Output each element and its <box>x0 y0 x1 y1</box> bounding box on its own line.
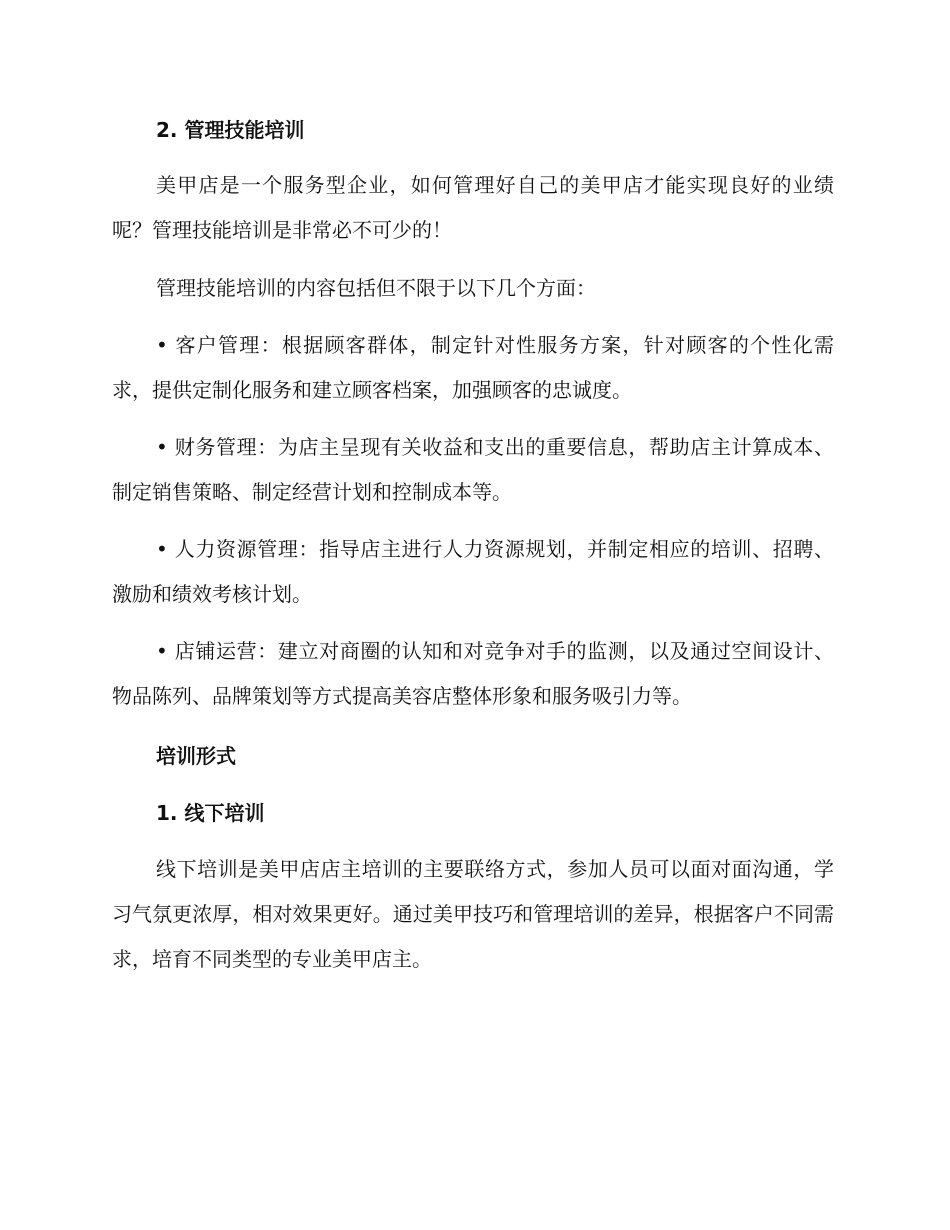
content-intro-paragraph: 管理技能培训的内容包括但不限于以下几个方面： <box>156 276 596 300</box>
bullet-human-resources-management: • 人力资源管理：指导店主进行人力资源规划，并制定相应的培训、招聘、激励和绩效考核计划。 <box>112 537 834 606</box>
section-heading-management-training: 2. 管理技能培训 <box>156 118 305 142</box>
bullet-store-operations: • 店铺运营：建立对商圈的认知和对竞争对手的监测，以及通过空间设计、物品陈列、品牌策划等方式提高美容店整体形象和服务吸引力等。 <box>112 639 834 708</box>
section-heading-offline-training: 1. 线下培训 <box>156 801 265 825</box>
bullet-customer-management: • 客户管理：根据顾客群体，制定针对性服务方案，针对顾客的个性化需求，提供定制化服务和建立顾客档案，加强顾客的忠诚度。 <box>112 333 834 402</box>
bullet-finance-management: • 财务管理：为店主呈现有关收益和支出的重要信息，帮助店主计算成本、制定销售策略、制定经营计划和控制成本等。 <box>112 435 834 504</box>
section-heading-training-form: 培训形式 <box>156 744 236 768</box>
intro-paragraph: 美甲店是一个服务型企业，如何管理好自己的美甲店才能实现良好的业绩呢？管理技能培训是非常必不可少的！ <box>112 173 834 242</box>
offline-training-paragraph: 线下培训是美甲店店主培训的主要联络方式，参加人员可以面对面沟通，学习气氛更浓厚，相对效果更好。通过美甲技巧和管理培训的差异，根据客户不同需求，培育不同类型的专业美甲店主。 <box>112 857 834 971</box>
